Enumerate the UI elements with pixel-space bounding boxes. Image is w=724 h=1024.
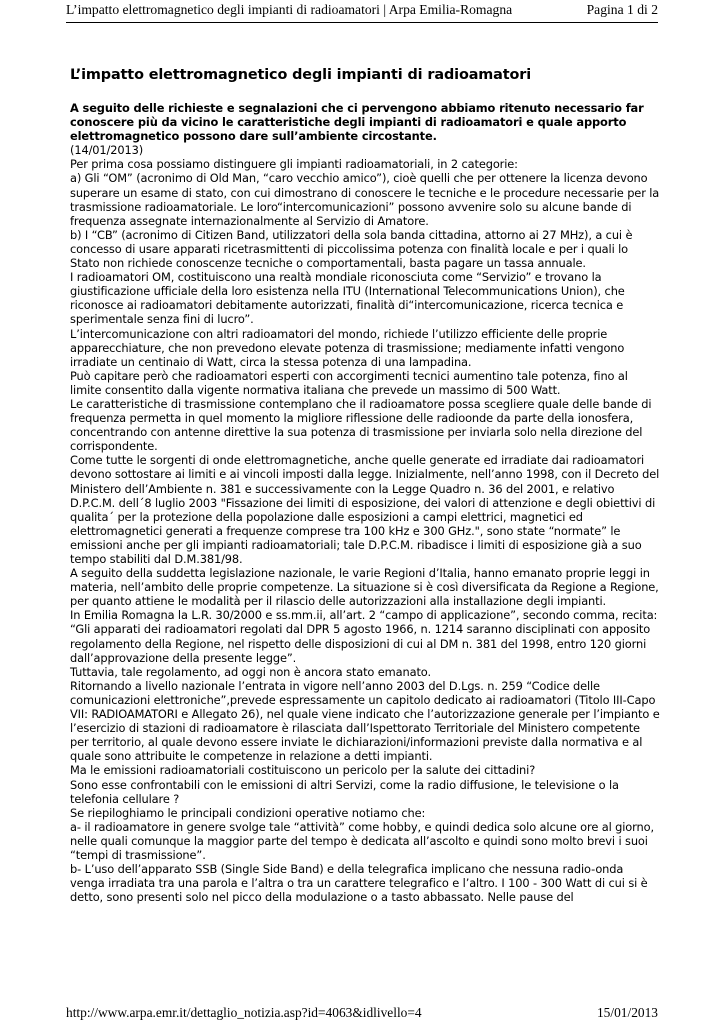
print-footer bbox=[66, 1005, 658, 1021]
article-paragraph: Per prima cosa possiamo distinguere gli impianti radioamatoriali, in 2 categorie: bbox=[70, 157, 518, 172]
print-header-title: L’impatto elettromagnetico degli impianti di radioamatori | Arpa Emilia-Romagna bbox=[66, 2, 513, 17]
article-paragraph: Se riepiloghiamo le principali condizioni operative notiamo che: bbox=[70, 805, 426, 820]
article-paragraph: b- L’uso dell’apparato SSB (Single Side Band) e della telegrafica implicano che nessuna radio-onda venga irradiata tra una parola e l’altra o tra un carattere telegrafico e l’altro. I 100 - 300 Watt di cui si è detto, sono presenti solo nel picco della modulazione o a tasto abbassato. Nelle pause del bbox=[70, 862, 648, 905]
print-header bbox=[66, 0, 658, 22]
header-divider bbox=[66, 22, 658, 23]
article-paragraph: In Emilia Romagna la L.R. 30/2000 e ss.mm.ii, all’art. 2 “campo di applicazione”, secondo comma, recita: “Gli apparati dei radioamatori regolati dal DPR 5 agosto 1966, n. 1214 saranno disciplinati con apposito regolamento della Regione, nel rispetto delle disposizioni di cui al DM n. 381 del 1998, entro 120 giorni dall’approvazione della presente legge”. bbox=[70, 608, 658, 665]
article-paragraph: a- il radioamatore in genere svolge tale “attività” come hobby, e quindi dedica solo alcune ore al giorno, nelle quali comunque la maggior parte del tempo è dedicata all’ascolto e quindi sono molto brevi i suoi “tempi di trasmissione”. bbox=[70, 819, 654, 862]
article-paragraph: Ritornando a livello nazionale l’entrata in vigore nell’anno 2003 del D.Lgs. n. 259 “Codice delle comunicazioni elettroniche”,prevede espressamente un capitolo dedicato ai radioamatori (Titolo III-Capo VII: RADIOAMATORI e Allegato 26), nel quale viene indicato che l’autorizzazione generale per l’impianto e l’esercizio di stazioni di radioamatore è rilasciata dall’Ispettorato Territoriale del Ministero competente per territorio, al quale devono essere inviate le dichiarazioni/informazioni previste dalla normativa e al quale sono attribuite le competenze in relazione a detti impianti. bbox=[70, 678, 660, 764]
article-paragraph: b) I “CB” (acronimo di Citizen Band, utilizzatori della sola banda cittadina, attorno ai 27 MHz), a cui è concesso di usare apparati ricetrasmittenti di piccolissima potenza con finalità locale e per i quali lo Stato non richiede conoscenze tecniche o comportamentali, basta pagare un tassa annuale. bbox=[70, 227, 633, 271]
article-date: (14/01/2013) bbox=[70, 143, 144, 158]
article-paragraph: A seguito della suddetta legislazione nazionale, le varie Regioni d’Italia, hanno emanato proprie leggi in materia, nell’ambito delle proprie competenze. La situazione si è così diversificata da Regione a Regione, per quanto attiene le modalità per il rilascio delle autorizzazioni alla installazione degli impianti. bbox=[70, 566, 659, 609]
article bbox=[70, 66, 660, 904]
print-header-page-number: Pagina 1 di 2 bbox=[586, 2, 658, 17]
article-paragraph: a) Gli “OM” (acronimo di Old Man, “caro vecchio amico”), cioè quelli che per ottenere la licenza devono superare un esame di stato, con cui dimostrano di conoscere le tecniche e le procedure necessarie per la trasmissione radioamatoriale. Le loro“intercomunicazioni” possono avvenire solo su alcune bande di frequenza assegnate internazionalmente al Servizio di Amatore. bbox=[70, 171, 660, 228]
print-footer-url: http://www.arpa.emr.it/dettaglio_notizia.asp?id=4063&idlivello=4 bbox=[66, 1005, 422, 1020]
print-footer-date: 15/01/2013 bbox=[596, 1005, 658, 1020]
article-lead: A seguito delle richieste e segnalazioni che ci pervengono abbiamo ritenuto necessario far conoscere più da vicino le caratteristiche degli impianti di radioamatori e quale apporto elettromagnetico possono dare sull’ambiente circostante. bbox=[70, 101, 644, 144]
article-paragraph: Può capitare però che radioamatori esperti con accorgimenti tecnici aumentino tale potenza, fino al limite consentito dalla vigente normativa italiana che prevede un massimo di 500 Watt. bbox=[70, 368, 628, 397]
article-title: L’impatto elettromagnetico degli impianti di radioamatori bbox=[70, 67, 532, 83]
article-paragraph: Sono esse confrontabili con le emissioni di altri Servizi, come la radio diffusione, le televisione o la telefonia cellulare ? bbox=[70, 777, 619, 806]
article-paragraph: L’intercomunicazione con altri radioamatori del mondo, richiede l’utilizzo efficiente delle proprie apparecchiature, che non prevedono elevate potenza di trasmissione; mediamente infatti vengono irradiate un centinaio di Watt, circa la stessa potenza di una lampadina. bbox=[70, 326, 625, 369]
article-paragraph: I radioamatori OM, costituiscono una realtà mondiale riconosciuta come “Servizio” e trovano la giustificazione ufficiale della loro esistenza nella ITU (International Telecommunications Union), che riconosce ai radioamatori debitamente autorizzati, finalità di“intercomunicazione, ricerca tecnica e sperimentale senza fini di lucro”. bbox=[70, 270, 625, 327]
article-paragraph: Le caratteristiche di trasmissione contemplano che il radioamatore possa scegliere quale delle bande di frequenza permetta in quel momento la migliore riflessione delle radioonde da parte della ionosfera, concentrando con antenne direttive la sua potenza di trasmissione per inviarla solo nella direzione del corrispondente. bbox=[70, 396, 652, 454]
article-paragraph: Ma le emissioni radioamatoriali costituiscono un pericolo per la salute dei cittadini? bbox=[70, 763, 536, 778]
article-paragraph: Come tutte le sorgenti di onde elettromagnetiche, anche quelle generate ed irradiate dai radioamatori devono sottostare ai limiti e ai vincoli imposti dalla legge. Inizialmente, nell’anno 1998, con il Decreto del Ministero dell’Ambiente n. 381 e successivamente con la Legge Quadro n. 36 del 2001, e relativo D.P.C.M. dell´8 luglio 2003 "Fissazione dei limiti di esposizione, dei valori di attenzione e degli obiettivi di qualita´ per la protezione della popolazione dalle esposizioni a campi elettrici, magnetici ed elettromagnetici generati a frequenze comprese tra 100 kHz e 300 GHz.", sono state “normate” le emissioni anche per gli impianti radioamatoriali; tale D.P.C.M. ribadisce i limiti di esposizione già a suo tempo stabiliti dal D.M.381/98. bbox=[70, 453, 660, 566]
article-paragraph: Tuttavia, tale regolamento, ad oggi non è ancora stato emanato. bbox=[70, 664, 431, 679]
